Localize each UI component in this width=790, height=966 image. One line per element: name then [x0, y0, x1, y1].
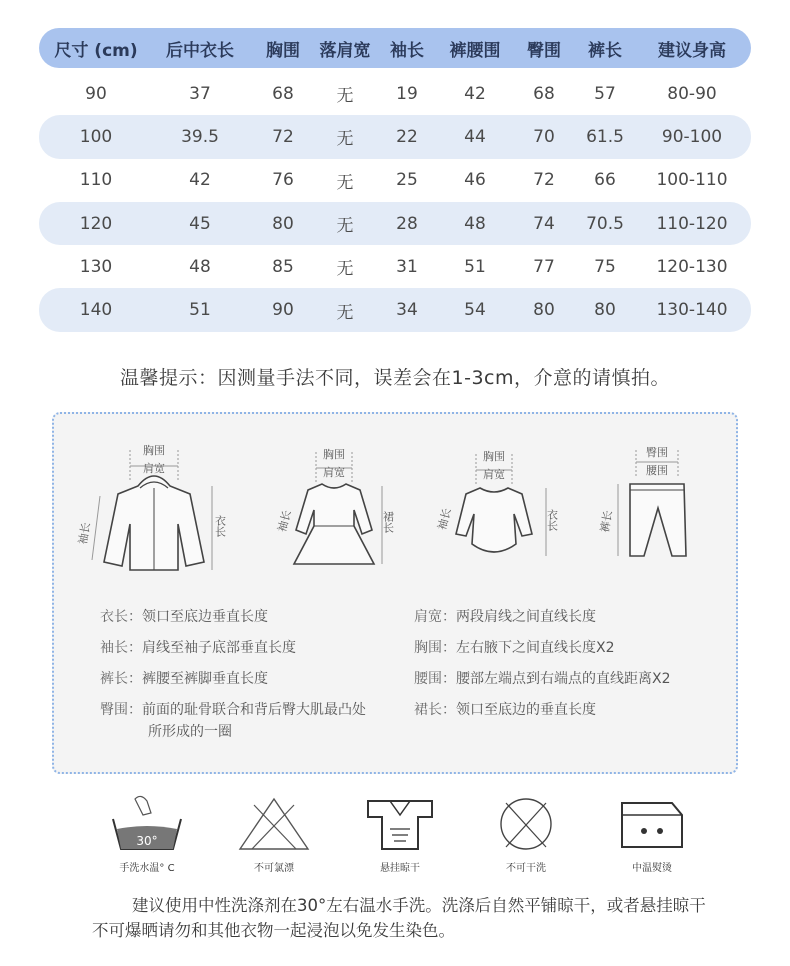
romper-figure — [426, 448, 559, 578]
care-label: 手洗水温° C — [119, 863, 175, 874]
table-row — [39, 115, 751, 158]
definition-item: 臀围：前面的耻骨联合和背后臀大肌最凸处 所形成的一圈 — [100, 702, 366, 740]
table-cell: 100-110 — [656, 170, 728, 191]
dress-chest-label: 胸围 — [323, 448, 345, 461]
header-cell: 尺寸 (cm) — [54, 40, 138, 61]
definition-item: 胸围：左右腋下之间直线长度X2 — [414, 640, 615, 656]
table-cell: 66 — [594, 170, 616, 191]
table-cell: 72 — [533, 170, 555, 191]
table-cell: 42 — [189, 170, 211, 191]
size-table — [39, 28, 751, 332]
table-cell: 110 — [79, 170, 113, 191]
hang-dry-icon — [360, 795, 440, 851]
table-row — [39, 288, 751, 331]
svg-text:30°: 30° — [136, 834, 158, 848]
definition-item: 衣长：领口至底边垂直长度 — [100, 609, 268, 625]
table-cell: 72 — [272, 126, 294, 147]
definition-item: 裤长：裤腰至裤脚垂直长度 — [100, 671, 268, 687]
definition-item: 肩宽：两段肩线之间直线长度 — [414, 609, 596, 625]
table-cell: 120-130 — [656, 256, 728, 277]
header-cell: 裤长 — [588, 40, 622, 61]
romper-shoulder-label: 肩宽 — [483, 468, 505, 481]
table-cell: 22 — [396, 126, 418, 147]
measurement-guide — [52, 412, 738, 774]
romper-chest-label: 胸围 — [483, 450, 505, 463]
table-row — [39, 159, 751, 202]
care-label: 中温熨烫 — [632, 863, 672, 874]
table-cell: 37 — [189, 83, 211, 104]
table-row — [39, 245, 751, 288]
table-cell: 19 — [396, 83, 418, 104]
medium-iron-icon — [612, 795, 692, 851]
table-cell: 51 — [189, 300, 211, 321]
pants-length-label: 裤长 — [598, 509, 615, 534]
table-cell: 90 — [272, 300, 294, 321]
care-medium-iron — [597, 795, 707, 874]
jacket-chest-label: 胸围 — [143, 444, 165, 457]
definition-item: 裙长：领口至底边的垂直长度 — [414, 702, 596, 718]
pants-waist-label: 腰围 — [646, 464, 668, 477]
table-cell: 77 — [533, 256, 555, 277]
table-row — [39, 202, 751, 245]
table-cell: 90 — [85, 83, 107, 104]
table-cell: 54 — [464, 300, 486, 321]
dress-shoulder-label: 肩宽 — [323, 466, 345, 479]
table-cell: 无 — [336, 302, 354, 323]
table-cell: 68 — [272, 83, 294, 104]
hand-wash-icon — [107, 795, 187, 851]
table-cell: 130 — [79, 256, 113, 277]
dress-sleeve-label: 袖长 — [275, 508, 294, 534]
table-row — [39, 72, 751, 115]
no-bleach-icon — [234, 795, 314, 851]
table-cell: 28 — [396, 213, 418, 234]
romper-sleeve-label: 袖长 — [435, 506, 454, 532]
jacket-figure — [78, 442, 228, 582]
care-note: 建议使用中性洗涤剂在30°左右温水手洗。洗涤后自然平铺晾干，或者悬挂晾干不可爆晒请勿和其他衣物一起浸泡以免发生染色。 — [92, 896, 706, 940]
header-cell: 臀围 — [527, 40, 561, 61]
table-cell: 74 — [533, 213, 555, 234]
table-cell: 42 — [464, 83, 486, 104]
definition-item: 腰围：腰部左端点到右端点的直线距离X2 — [414, 671, 671, 687]
pants-hip-label: 臀围 — [646, 446, 668, 459]
table-cell: 48 — [464, 213, 486, 234]
table-cell: 无 — [336, 86, 354, 107]
table-cell: 70.5 — [586, 213, 624, 234]
header-cell: 胸围 — [266, 40, 300, 61]
dress-length-label: 裙长 — [381, 511, 395, 533]
table-cell: 51 — [464, 256, 486, 277]
header-cell: 后中衣长 — [166, 40, 234, 61]
table-cell: 无 — [336, 259, 354, 280]
table-cell: 无 — [336, 129, 354, 150]
table-header — [39, 28, 751, 68]
dress-figure — [274, 446, 394, 582]
care-label: 悬挂晾干 — [380, 863, 420, 874]
table-cell: 25 — [396, 170, 418, 191]
no-tumble-dry-icon — [486, 795, 566, 851]
table-cell: 75 — [594, 256, 616, 277]
table-cell: 80-90 — [667, 83, 717, 104]
table-cell: 76 — [272, 170, 294, 191]
table-cell: 68 — [533, 83, 555, 104]
table-cell: 31 — [396, 256, 418, 277]
table-cell: 80 — [533, 300, 555, 321]
table-cell: 140 — [79, 300, 113, 321]
tip-text: 温馨提示：因测量手法不同，误差会在1-3cm，介意的请慎拍。 — [120, 367, 670, 389]
care-hand-wash — [92, 795, 202, 874]
table-cell: 无 — [336, 172, 354, 193]
care-hang-dry — [345, 795, 455, 874]
table-cell: 44 — [464, 126, 486, 147]
table-cell: 46 — [464, 170, 486, 191]
table-cell: 61.5 — [586, 126, 624, 147]
table-cell: 85 — [272, 256, 294, 277]
header-cell: 落肩宽 — [319, 40, 371, 61]
table-cell: 39.5 — [181, 126, 219, 147]
definition-item: 袖长：肩线至袖子底部垂直长度 — [100, 640, 296, 656]
table-cell: 无 — [336, 216, 354, 237]
header-cell: 裤腰围 — [449, 40, 501, 61]
pants-figure — [598, 444, 712, 574]
table-cell: 70 — [533, 126, 555, 147]
jacket-sleeve-label: 袖长 — [76, 521, 93, 546]
table-cell: 80 — [594, 300, 616, 321]
care-label: 不可氯漂 — [254, 863, 294, 874]
header-cell: 建议身高 — [658, 40, 726, 61]
jacket-length-label: 衣长 — [213, 515, 227, 537]
table-cell: 45 — [189, 213, 211, 234]
care-no-dry-clean — [471, 795, 581, 874]
table-cell: 120 — [79, 213, 113, 234]
table-cell: 48 — [189, 256, 211, 277]
table-cell: 110-120 — [656, 213, 728, 234]
care-no-bleach — [219, 795, 329, 874]
romper-length-label: 衣长 — [545, 509, 559, 531]
table-cell: 80 — [272, 213, 294, 234]
jacket-shoulder-label: 肩宽 — [143, 462, 165, 475]
table-cell: 100 — [79, 126, 113, 147]
table-cell: 90-100 — [661, 126, 723, 147]
care-label: 不可干洗 — [506, 863, 546, 874]
table-cell: 57 — [594, 83, 616, 104]
header-cell: 袖长 — [390, 40, 424, 61]
table-cell: 130-140 — [656, 300, 728, 321]
table-cell: 34 — [396, 300, 418, 321]
